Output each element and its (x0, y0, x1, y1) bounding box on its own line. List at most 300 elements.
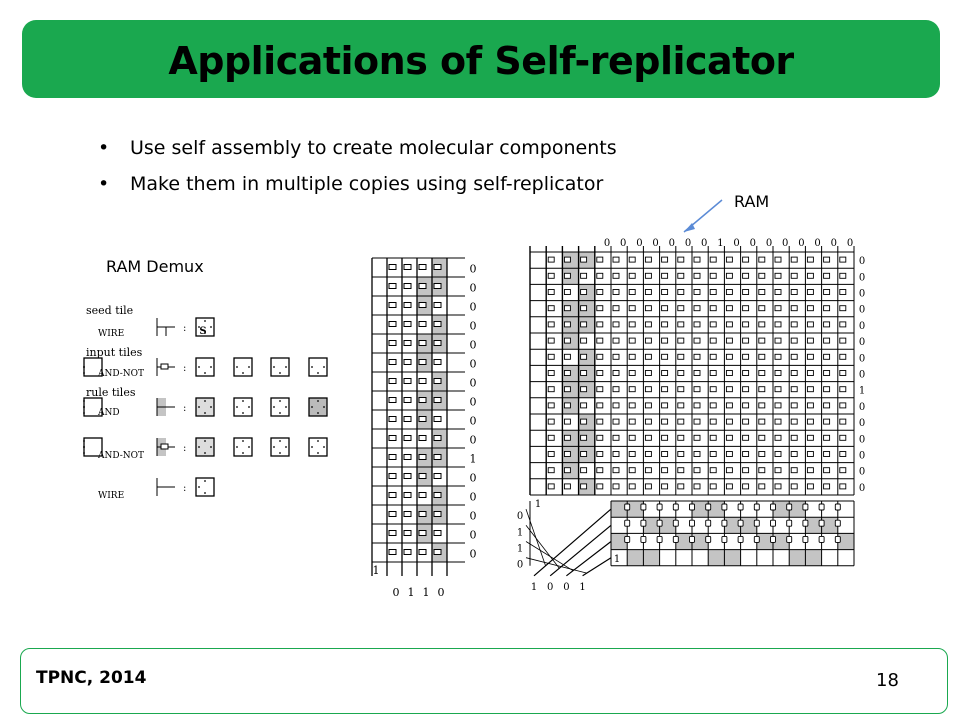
ram-gate (694, 419, 700, 424)
ram-gate (678, 484, 684, 489)
ram-gate (775, 403, 781, 408)
ram-gate (613, 403, 619, 408)
demux-gate (404, 379, 411, 384)
ram-bottom-bit: 0 (547, 581, 554, 593)
demux-gate (389, 474, 396, 479)
ram-gate (694, 273, 700, 278)
demux-gate (389, 436, 396, 441)
bullet-text-2: Make them in multiple copies using self-replicator (130, 173, 604, 195)
legend-tile-dot (83, 400, 85, 402)
legend-tile-dot (204, 372, 206, 374)
legend-tile-dot (83, 366, 85, 368)
ram-gate (678, 468, 684, 473)
demux-gate (434, 360, 441, 365)
ram-gate (743, 435, 749, 440)
demux-gate (404, 455, 411, 460)
ram-gate (548, 435, 554, 440)
ram-lower-gate (835, 504, 840, 510)
ram-right-bit: 0 (858, 466, 866, 478)
ram-gate (807, 322, 813, 327)
ram-gate (791, 419, 797, 424)
ram-top-bit: 0 (782, 238, 789, 249)
ram-gate (564, 468, 570, 473)
demux-gate (419, 493, 426, 498)
ram-gate (710, 435, 716, 440)
ram-gate (824, 484, 830, 489)
demux-gate (434, 322, 441, 327)
legend-tile-dot (279, 372, 281, 374)
ram-gate (807, 273, 813, 278)
ram-gate (759, 419, 765, 424)
ram-gate (775, 468, 781, 473)
rule-tiles-heading: rule tiles (86, 386, 136, 399)
ram-right-bit: 0 (858, 288, 866, 300)
ram-gate (791, 290, 797, 295)
ram-gate (759, 387, 765, 392)
demux-gate (389, 512, 396, 517)
ram-gate (564, 257, 570, 262)
ram-gate (564, 371, 570, 376)
ram-gate (662, 435, 668, 440)
legend-gate (161, 444, 168, 449)
legend-tiles (83, 318, 327, 496)
ram-right-bit: 0 (858, 304, 866, 316)
ram-gate (710, 257, 716, 262)
ram-lower-gate (657, 536, 662, 542)
ram-lower-gate (625, 504, 630, 510)
legend-tile-dot (317, 412, 319, 414)
ram-gate (726, 468, 732, 473)
ram-gate (613, 484, 619, 489)
ram-gate (775, 338, 781, 343)
legend-tile-dot (317, 452, 319, 454)
ram-lower-gate (819, 504, 824, 510)
ram-gate (597, 371, 603, 376)
ram-gate (824, 387, 830, 392)
demux-gate (434, 436, 441, 441)
ram-gate (759, 290, 765, 295)
ram-lower-gate (690, 504, 695, 510)
ram-gate (581, 257, 587, 262)
ram-gate (564, 419, 570, 424)
ram-gate (743, 419, 749, 424)
legend-tile-dot (204, 412, 206, 414)
ram-gate (662, 354, 668, 359)
ram-gate (645, 403, 651, 408)
ram-gate (548, 322, 554, 327)
ram-gate (791, 354, 797, 359)
ram-gate (645, 387, 651, 392)
ram-lower-gate (641, 504, 646, 510)
ram-gate (791, 257, 797, 262)
ram-gate (548, 338, 554, 343)
ram-gate (597, 354, 603, 359)
ram-gate (548, 354, 554, 359)
ram-lower-gate (690, 520, 695, 526)
legend-tile-dot (279, 400, 281, 402)
ram-lower-gate (673, 520, 678, 526)
ram-gate (645, 338, 651, 343)
ram-top-bit: 0 (684, 238, 692, 249)
ram-gate (678, 435, 684, 440)
ram-top-bit: 0 (733, 238, 740, 249)
ram-gate (581, 354, 587, 359)
ram-lower-gate (819, 536, 824, 542)
ram-gate (807, 468, 813, 473)
ram-gate (759, 273, 765, 278)
page-number: 18 (876, 670, 899, 691)
ram-gate (743, 387, 749, 392)
demux-gate (389, 360, 396, 365)
ram-gate (629, 273, 635, 278)
ram-gate (564, 387, 570, 392)
ram-gate (710, 273, 716, 278)
ram-gate (613, 338, 619, 343)
ram-top-bit: 0 (749, 238, 756, 249)
legend-tile-dot (273, 446, 275, 448)
ram-gate (564, 435, 570, 440)
ram-gate (548, 257, 554, 262)
ram-gate (726, 452, 732, 457)
legend-colon: : (183, 363, 187, 374)
ram-lower-gate (657, 504, 662, 510)
ram-gate (807, 435, 813, 440)
ram-gate (645, 452, 651, 457)
ram-lower-gate (641, 536, 646, 542)
ram-diagonal-wire (566, 542, 611, 576)
ram-gate (791, 452, 797, 457)
ram-gate (597, 387, 603, 392)
ram-gate (743, 273, 749, 278)
demux-gate (434, 284, 441, 289)
seed-tile-heading: seed tile (86, 304, 134, 317)
ram-gate (743, 290, 749, 295)
ram-gate (775, 354, 781, 359)
ram-gate (662, 468, 668, 473)
legend-tile-dot (198, 446, 200, 448)
demux-output-bit: 0 (469, 433, 477, 447)
footer-box (20, 648, 948, 714)
ram-lower-shade (708, 550, 724, 566)
ram-gate (824, 338, 830, 343)
ram-gate (710, 468, 716, 473)
ram-gate (629, 306, 635, 311)
rule-wire-label: WIRE (98, 491, 125, 501)
ram-gate (581, 403, 587, 408)
ram-gate (775, 306, 781, 311)
demux-gate (389, 284, 396, 289)
ram-gate (548, 484, 554, 489)
ram-right-bit: 0 (858, 369, 866, 381)
ram-top-bit: 0 (652, 238, 659, 249)
ram-gate (726, 435, 732, 440)
ram-gate (613, 387, 619, 392)
legend-tile-dot (210, 366, 212, 368)
demux-gate (434, 474, 441, 479)
demux-grid (372, 258, 465, 576)
demux-gate (434, 398, 441, 403)
ram-lower-gate (835, 536, 840, 542)
ram-gate (597, 468, 603, 473)
ram-right-bit: 0 (858, 256, 866, 268)
ram-label: RAM (734, 192, 770, 211)
ram-gate (694, 484, 700, 489)
ram-gate (807, 484, 813, 489)
ram-gate (807, 403, 813, 408)
ram-gate (678, 371, 684, 376)
demux-gate (419, 474, 426, 479)
ram-gate (807, 306, 813, 311)
ram-gate (743, 257, 749, 262)
ram-lower-shade (627, 550, 643, 566)
ram-lower-gate (641, 520, 646, 526)
legend-tile-dot (236, 446, 238, 448)
demux-output-bit: 0 (469, 528, 477, 542)
ram-lower-gate (722, 536, 727, 542)
demux-gate (434, 417, 441, 422)
ram-gate (564, 338, 570, 343)
ram-gate (840, 273, 846, 278)
legend-tile-dot (279, 452, 281, 454)
ram-gate (824, 435, 830, 440)
ram-gate (678, 419, 684, 424)
ram-gate (824, 371, 830, 376)
legend-colon: : (183, 443, 187, 454)
ram-gate (581, 306, 587, 311)
demux-gate (419, 398, 426, 403)
demux-input-bit: 1 (407, 586, 415, 599)
ram-lower-gate (803, 520, 808, 526)
ram-gate (629, 257, 635, 262)
ram-gate (613, 290, 619, 295)
demux-gate (419, 550, 426, 555)
ram-lower-gate (657, 520, 662, 526)
demux-gate (434, 531, 441, 536)
ram-top-bit: 0 (814, 238, 821, 249)
ram-gate (840, 403, 846, 408)
ram-gate (645, 435, 651, 440)
bullet-dot: • (98, 137, 110, 159)
legend-tile-dot (204, 492, 206, 494)
demux-gate (389, 550, 396, 555)
ram-gate (694, 257, 700, 262)
ram-gate (629, 354, 635, 359)
ram-gate (759, 452, 765, 457)
demux-gate (419, 436, 426, 441)
ram-gate (597, 435, 603, 440)
demux-gate (389, 531, 396, 536)
demux-gate (404, 531, 411, 536)
legend-tile-dot (317, 400, 319, 402)
demux-gate (434, 512, 441, 517)
demux-gate (419, 322, 426, 327)
ram-lower-gate (738, 536, 743, 542)
ram-gate (662, 322, 668, 327)
ram-gate (824, 306, 830, 311)
legend-tile-dot (242, 400, 244, 402)
ram-gate (807, 371, 813, 376)
ram-gate (726, 257, 732, 262)
ram-gate (597, 419, 603, 424)
ram-gate (824, 257, 830, 262)
ram-gate (791, 468, 797, 473)
ram-gate (597, 484, 603, 489)
legend-tile-dot (242, 372, 244, 374)
demux-gate (404, 398, 411, 403)
ram-gate (840, 468, 846, 473)
ram-gate (645, 354, 651, 359)
ram-top-bit: 0 (830, 238, 837, 249)
legend-tile-dot (204, 440, 206, 442)
ram-left-bit: 1 (516, 527, 524, 539)
ram-gate (824, 322, 830, 327)
ram-gate (564, 403, 570, 408)
ram-gate (807, 338, 813, 343)
ram-gate (840, 484, 846, 489)
ram-gate (564, 273, 570, 278)
ram-top-bit: 0 (603, 238, 611, 249)
ram-gate (662, 290, 668, 295)
demux-gate (404, 550, 411, 555)
ram-gate (548, 273, 554, 278)
ram-gate (613, 452, 619, 457)
ram-lower-gate (771, 504, 776, 510)
demux-gate (389, 341, 396, 346)
legend-colon: : (183, 403, 187, 414)
ram-gate (694, 468, 700, 473)
footer-conference: TPNC, 2014 (36, 668, 147, 688)
demux-gate (419, 417, 426, 422)
ram-lower-gate (706, 536, 711, 542)
ram-gate (629, 371, 635, 376)
ram-gate (581, 322, 587, 327)
ram-gate (791, 306, 797, 311)
legend-colon: : (183, 323, 187, 334)
ram-gate (791, 435, 797, 440)
ram-gate (645, 322, 651, 327)
demux-output-bit: 0 (469, 509, 477, 523)
ram-gate (840, 452, 846, 457)
ram-lower-shade (789, 550, 805, 566)
ram-lower-shade (724, 550, 740, 566)
demux-output-bit: 0 (469, 471, 477, 485)
ram-gate (775, 257, 781, 262)
ram-gate (840, 290, 846, 295)
ram-gate (613, 257, 619, 262)
ram-gate (710, 403, 716, 408)
ram-gate (759, 338, 765, 343)
ram-gate (548, 387, 554, 392)
demux-gate (404, 360, 411, 365)
bullet-dot: • (98, 173, 110, 195)
ram-gate (581, 290, 587, 295)
ram-right-bit: 0 (858, 320, 866, 332)
ram-gate (597, 403, 603, 408)
ram-gate (597, 338, 603, 343)
ram-gate (678, 257, 684, 262)
legend-tile-dot (323, 446, 325, 448)
ram-gate (645, 273, 651, 278)
legend-tile-dot (83, 452, 85, 454)
ram-lower-gate (835, 520, 840, 526)
ram-right-bit: 0 (858, 482, 866, 494)
ram-gate (548, 419, 554, 424)
demux-gate (419, 265, 426, 270)
ram-gate (662, 419, 668, 424)
ram-gate (743, 371, 749, 376)
legend-tile-dot (311, 366, 313, 368)
demux-output-bit: 0 (469, 262, 477, 276)
demux-gate (434, 550, 441, 555)
ram-gate (824, 452, 830, 457)
legend-tile-dot (311, 446, 313, 448)
ram-gate (824, 354, 830, 359)
demux-gate (404, 512, 411, 517)
ram-gate (824, 419, 830, 424)
ram-gate (775, 419, 781, 424)
legend-tile-dot (248, 366, 250, 368)
ram-gate (678, 322, 684, 327)
ram-right-bit: 1 (858, 385, 866, 397)
ram-lower-gate (722, 520, 727, 526)
ram-gate (807, 452, 813, 457)
demux-gate (389, 379, 396, 384)
ram-gate (662, 273, 668, 278)
ram-gate (629, 403, 635, 408)
ram-lower-shade (805, 550, 821, 566)
ram-gate (694, 452, 700, 457)
demux-gate (434, 493, 441, 498)
ram-lower-gate (819, 520, 824, 526)
ram-gate (759, 403, 765, 408)
ram-lower-gate (787, 504, 792, 510)
ram-gate (645, 419, 651, 424)
ram-gate (710, 290, 716, 295)
ram-gate (613, 435, 619, 440)
legend-tile-dot (204, 452, 206, 454)
ram-lower-shade (643, 550, 659, 566)
ram-gate (791, 273, 797, 278)
ram-gate (840, 419, 846, 424)
legend-tile-dot (285, 366, 287, 368)
demux-gate (389, 322, 396, 327)
ram-top-bit: 0 (765, 238, 773, 249)
ram-gate (807, 419, 813, 424)
ram-top-bit: 1 (717, 238, 724, 249)
ram-gate (662, 387, 668, 392)
ram-gate (645, 484, 651, 489)
ram-top-bit: 0 (701, 238, 708, 249)
ram-gate (678, 403, 684, 408)
ram-gate (775, 273, 781, 278)
ram-lower-gate (625, 536, 630, 542)
demux-gate (419, 512, 426, 517)
ram-gate (581, 468, 587, 473)
ram-gate (759, 468, 765, 473)
ram-gate (791, 403, 797, 408)
ram-gate (726, 387, 732, 392)
ram-gate (726, 273, 732, 278)
demux-output-bit: 0 (469, 395, 477, 409)
legend-tile-dot (210, 326, 212, 328)
seed-symbol: S (199, 326, 207, 337)
ram-right-bit: 0 (858, 401, 866, 413)
ram-gate (629, 290, 635, 295)
ram-gate (775, 452, 781, 457)
ram-gate (710, 306, 716, 311)
ram-gate (581, 484, 587, 489)
legend-tile-dot (323, 366, 325, 368)
